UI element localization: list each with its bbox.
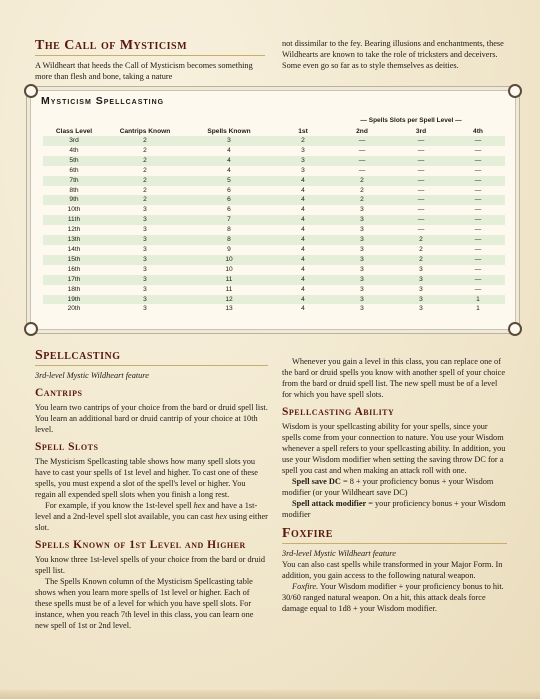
- table-cell: 3: [360, 226, 364, 234]
- table-cell: 5th: [43, 156, 105, 166]
- table-cell: —: [417, 146, 425, 154]
- table-cell: 3: [419, 305, 423, 313]
- table-row: [43, 156, 505, 166]
- foxfire-weapon-name: Foxfire.: [292, 582, 319, 591]
- intro-text-right: not dissimilar to the fey. Bearing illusions and enchantments, these Wildhearts are known to take the role of tricksters and deceivers. Some even go so far as to style themselves as deities.: [282, 39, 504, 70]
- table-cell: 3: [419, 265, 423, 273]
- table-cell: —: [451, 156, 505, 166]
- table-cell: 2: [143, 186, 147, 194]
- table-cell: 3: [185, 136, 273, 146]
- table-cell: 6: [227, 206, 231, 214]
- table-cell: 3: [360, 265, 364, 273]
- table-cell: 17th: [43, 275, 105, 285]
- subsection-title-spells-known: Spells Known of 1st Level and Higher: [35, 539, 246, 551]
- table-cell: 13th: [43, 235, 105, 245]
- foxfire-text: You can also cast spells while transformed in your Major Form. In addition, you gain access to the following natural weapon.: [282, 560, 503, 580]
- table-cell: —: [474, 285, 482, 293]
- table-cell: —: [358, 166, 366, 174]
- table-cell: —: [451, 275, 505, 285]
- table-cell: 3: [273, 156, 333, 166]
- table-cell: 4: [301, 245, 305, 253]
- table-cell: 18th: [67, 285, 81, 293]
- table-cell: —: [451, 255, 505, 265]
- table-cell: 20th: [67, 305, 81, 313]
- table-cell: —: [474, 206, 482, 214]
- table-cell: —: [451, 235, 505, 245]
- table-cell: —: [391, 176, 451, 186]
- table-cell: 4: [273, 295, 333, 305]
- table-column-header: Class Level: [55, 128, 93, 135]
- table-cell: 13: [225, 305, 233, 313]
- table-cell: 3: [143, 245, 147, 253]
- table-header-row: [43, 127, 505, 136]
- table-row: [43, 265, 505, 275]
- table-cell: 11: [225, 285, 233, 293]
- table-cell: 3: [333, 235, 391, 245]
- table-cell: 4: [301, 226, 305, 234]
- table-cell: 3rd: [43, 136, 105, 146]
- table-title: Mysticism Spellcasting: [41, 95, 165, 107]
- table-cell: —: [333, 136, 391, 146]
- table-cell: —: [391, 195, 451, 205]
- cantrips-text: You learn two cantrips of your choice from the bard or druid spell list. You learn an additional bard or druid cantrip of your choice at 10th level.: [35, 403, 268, 434]
- spellcasting-ability-text: Wisdom is your spellcasting ability for your spells, since your spells come from your connection to nature. You use your Wisdom whenever a spell refers to your spellcasting ability. In addition, you use your Wisdom modifier when setting the saving throw DC for a spell you cast and when making an attack roll with one.: [282, 422, 506, 475]
- table-cell: 5: [185, 176, 273, 186]
- spell-save-dc-formula: = 8 + your proficiency bonus + your Wisdom modifier (or your Wildheart save DC): [282, 477, 494, 497]
- table-cell: 2: [143, 146, 147, 154]
- table-cell: 3: [143, 226, 147, 234]
- table-cell: 10th: [67, 206, 81, 214]
- page-footer-border: [0, 690, 540, 699]
- spell-name-hex: hex: [193, 501, 206, 510]
- table-cell: —: [358, 146, 366, 154]
- subsection-title-spell-slots: Spell Slots: [35, 441, 99, 453]
- table-cell: 3: [301, 166, 305, 174]
- table-cell: —: [391, 156, 451, 166]
- table-cell: 15th: [43, 255, 105, 265]
- table-cell: 3: [391, 275, 451, 285]
- table-cell: 3: [333, 215, 391, 225]
- text-span: and have a 1st-level and a 2nd-level spell slot available, you can cast: [35, 501, 258, 521]
- frame-corner-ornament: [24, 322, 38, 336]
- table-cell: 7: [185, 215, 273, 225]
- text-span: using either slot.: [35, 512, 268, 532]
- table-cell: —: [474, 186, 482, 194]
- spell-attack-modifier-label: Spell attack modifier: [292, 499, 367, 508]
- table-cell: 4: [301, 186, 305, 194]
- table-cell: 3: [105, 235, 185, 245]
- table-cell: 2: [333, 176, 391, 186]
- table-cell: 3: [360, 206, 364, 214]
- table-cell: 2: [105, 195, 185, 205]
- table-row: [43, 255, 505, 265]
- table-cell: —: [391, 215, 451, 225]
- mysticism-spellcasting-table: [43, 127, 505, 314]
- table-cell: 19th: [43, 295, 105, 305]
- table-cell: 4: [273, 275, 333, 285]
- table-cell: 4: [273, 235, 333, 245]
- table-cell: 3: [419, 285, 423, 293]
- table-cell: 3: [105, 295, 185, 305]
- table-column-header: 3rd: [415, 128, 427, 135]
- subsection-title-cantrips: Cantrips: [35, 387, 83, 399]
- table-cell: 2: [333, 195, 391, 205]
- section-title-call-of-mysticism: The Call of Mysticism: [35, 38, 265, 56]
- table-cell: 4: [301, 285, 305, 293]
- table-cell: 10: [225, 265, 233, 273]
- table-row: [43, 195, 505, 205]
- table-cell: —: [417, 226, 425, 234]
- table-cell: 6: [227, 186, 231, 194]
- table-cell: —: [474, 265, 482, 273]
- table-row: [43, 215, 505, 225]
- table-cell: —: [474, 245, 482, 253]
- table-row: [43, 186, 505, 196]
- table-cell: 6: [185, 195, 273, 205]
- spell-attack-modifier: [282, 498, 507, 520]
- table-cell: —: [474, 226, 482, 234]
- section-title-spellcasting: Spellcasting: [35, 348, 268, 366]
- table-cell: 3: [143, 265, 147, 273]
- table-column-header: 2nd: [356, 128, 368, 135]
- table-cell: —: [474, 166, 482, 174]
- intro-text-left: A Wildheart that heeds the Call of Mysticism becomes something more than flesh and bone, taking a nature: [35, 61, 253, 81]
- table-cell: 3: [333, 295, 391, 305]
- table-cell: 4: [273, 195, 333, 205]
- table-column-header: 4th: [473, 128, 483, 135]
- table-cell: 8: [227, 226, 231, 234]
- table-cell: 3: [391, 295, 451, 305]
- table-cell: 3: [143, 285, 147, 293]
- table-cell: 3: [301, 146, 305, 154]
- table-cell: 8: [185, 235, 273, 245]
- table-cell: 2: [391, 235, 451, 245]
- table-cell: —: [333, 156, 391, 166]
- table-cell: 4: [301, 305, 305, 313]
- foxfire-subtitle: 3rd-level Mystic Wildheart feature: [282, 549, 396, 558]
- table-row: [43, 176, 505, 186]
- table-cell: 9th: [43, 195, 105, 205]
- frame-corner-ornament: [508, 322, 522, 336]
- spellcasting-table-frame: [30, 90, 516, 330]
- table-cell: 1: [451, 295, 505, 305]
- table-cell: 4: [185, 156, 273, 166]
- foxfire-weapon: [282, 581, 507, 614]
- replace-spell-text: Whenever you gain a level in this class, you can replace one of the bard or druid spells you know with another spell of your choice from the bard or druid spell list. The new spell must be of a level for which you have spell slots.: [282, 357, 506, 399]
- table-cell: 2: [105, 136, 185, 146]
- table-row: [43, 205, 505, 215]
- table-cell: —: [474, 146, 482, 154]
- intro-right-column: [282, 38, 507, 71]
- spellcasting-subtitle: 3rd-level Mystic Wildheart feature: [35, 371, 149, 380]
- table-row: [43, 166, 505, 176]
- table-cell: 3: [360, 305, 364, 313]
- table-cell: 2: [105, 156, 185, 166]
- table-cell: 2: [105, 176, 185, 186]
- table-row: [43, 285, 505, 295]
- table-cell: —: [417, 206, 425, 214]
- table-cell: —: [451, 215, 505, 225]
- table-row: [43, 235, 505, 245]
- table-cell: 11th: [43, 215, 105, 225]
- subsection-title-spellcasting-ability: Spellcasting Ability: [282, 406, 395, 418]
- spell-save-dc-label: Spell save DC: [292, 477, 341, 486]
- table-cell: 12: [185, 295, 273, 305]
- table-cell: 4: [273, 215, 333, 225]
- table-row: [43, 225, 505, 235]
- spells-known-detail: The Spells Known column of the Mysticism Spellcasting table shows when you learn more spells of 1st level or higher. Each of these spells must be of a level for which you have spell slots. For instance, when you reach 7th level in this class, you can learn one new spell of 1st or 2nd level.: [35, 577, 254, 630]
- table-cell: 3: [143, 305, 147, 313]
- table-cell: 2: [391, 255, 451, 265]
- table-cell: 3: [360, 245, 364, 253]
- table-row: [43, 275, 505, 285]
- table-column-header: Cantrips Known: [119, 128, 171, 135]
- table-cell: 4: [273, 176, 333, 186]
- table-cell: 4th: [69, 146, 79, 154]
- table-cell: 2: [419, 245, 423, 253]
- spell-slots-example: [35, 500, 268, 533]
- table-cell: 3: [333, 275, 391, 285]
- spell-save-dc: [282, 476, 507, 498]
- table-cell: —: [417, 166, 425, 174]
- table-body: [43, 136, 505, 314]
- table-row: [43, 136, 505, 146]
- table-cell: —: [451, 136, 505, 146]
- table-cell: 4: [301, 206, 305, 214]
- table-cell: 1: [476, 305, 480, 313]
- frame-corner-ornament: [508, 84, 522, 98]
- table-cell: 4: [273, 255, 333, 265]
- table-cell: —: [451, 195, 505, 205]
- table-cell: 3: [360, 285, 364, 293]
- table-cell: 14th: [67, 245, 81, 253]
- table-cell: —: [451, 176, 505, 186]
- table-cell: 2: [143, 166, 147, 174]
- table-cell: 12th: [67, 226, 81, 234]
- spell-slots-text: The Mysticism Spellcasting table shows how many spell slots you have to cast your spells of 1st level and higher. To cast one of these spells, you must expend a slot of the spell's level or higher. You regain all expended spell slots when you finish a long rest.: [35, 457, 258, 499]
- table-cell: 4: [301, 265, 305, 273]
- table-column-header: 1st: [298, 128, 308, 135]
- spells-known-text: You know three 1st-level spells of your choice from the bard or druid spell list.: [35, 555, 266, 575]
- table-cell: 4: [227, 146, 231, 154]
- table-cell: 10: [185, 255, 273, 265]
- table-cell: 3: [105, 215, 185, 225]
- table-cell: 3: [105, 255, 185, 265]
- table-cell: 2: [360, 186, 364, 194]
- table-cell: 11: [185, 275, 273, 285]
- table-cell: 4: [227, 166, 231, 174]
- spell-slots-group-header: — Spells Slots per Spell Level —: [360, 117, 462, 124]
- table-cell: 16th: [67, 265, 81, 273]
- table-row: [43, 146, 505, 156]
- table-cell: 8th: [69, 186, 79, 194]
- spell-name-hex: hex: [215, 512, 227, 521]
- table-cell: 3: [105, 275, 185, 285]
- table-cell: 3: [143, 206, 147, 214]
- table-cell: —: [417, 186, 425, 194]
- left-body-column: [35, 348, 268, 631]
- table-cell: 6th: [69, 166, 79, 174]
- section-title-foxfire: Foxfire: [282, 526, 507, 544]
- table-cell: 3: [333, 255, 391, 265]
- table-column-header: Spells Known: [207, 128, 251, 135]
- table-row: [43, 245, 505, 255]
- table-cell: —: [391, 136, 451, 146]
- intro-left-column: [35, 38, 265, 82]
- table-cell: 7th: [43, 176, 105, 186]
- spell-attack-modifier-formula: = your proficiency bonus + your Wisdom modifier: [282, 499, 506, 519]
- right-body-column: [282, 356, 507, 614]
- foxfire-weapon-description: Your Wisdom modifier + your proficiency bonus to hit. 30/60 ranged natural weapon. On a hit, this attack deals force damage equal to 1d8 + your Wisdom modifier.: [282, 582, 504, 613]
- table-row: [43, 304, 505, 314]
- frame-corner-ornament: [24, 84, 38, 98]
- table-cell: 2: [273, 136, 333, 146]
- table-row: [43, 295, 505, 305]
- text-span: For example, if you know the 1st-level spell: [45, 501, 194, 510]
- table-cell: 9: [227, 245, 231, 253]
